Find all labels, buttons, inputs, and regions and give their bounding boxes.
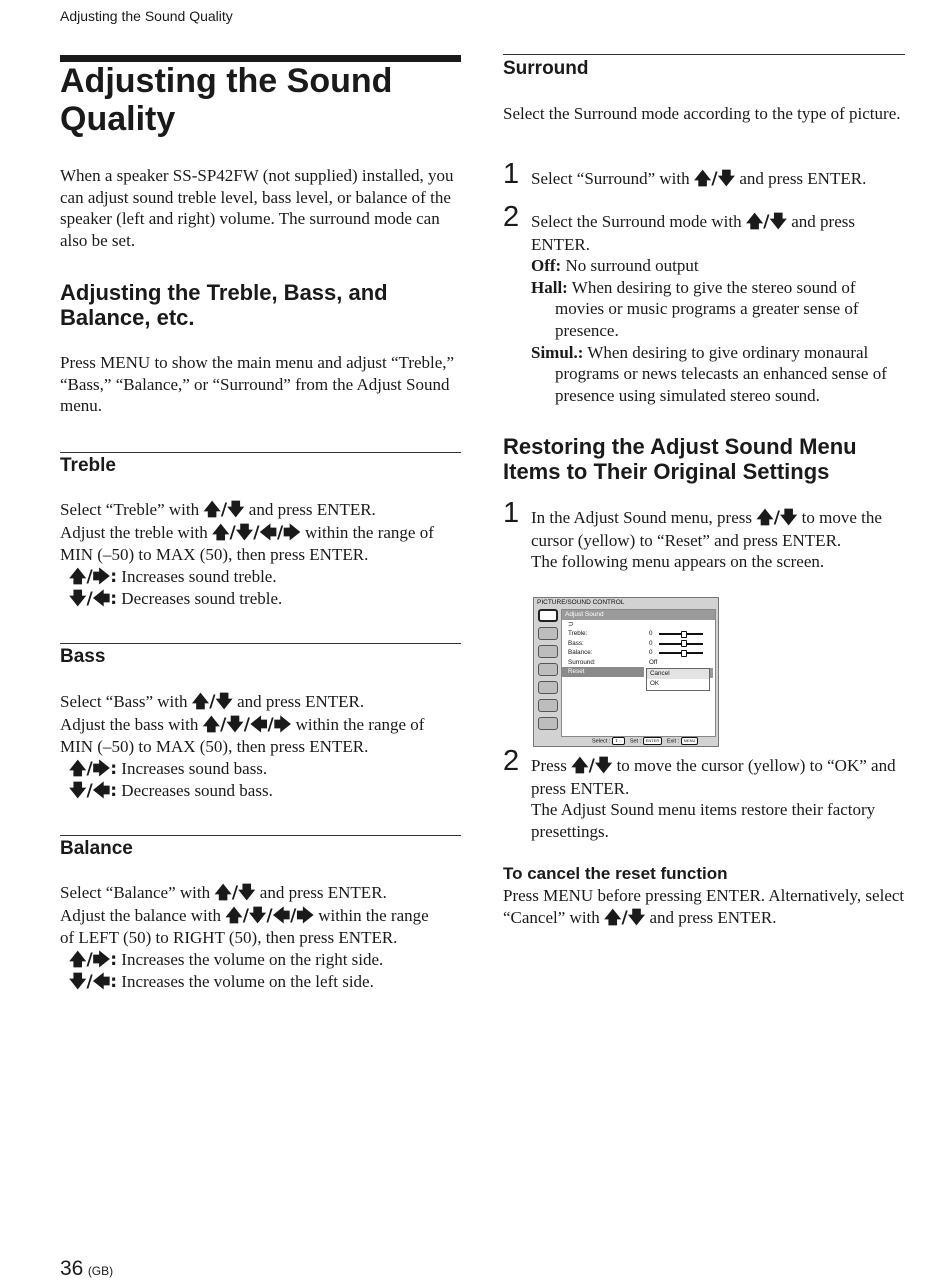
mode-simul: Simul.: When desiring to give ordinary monaural programs or news telecasts an enhanced sense of presence using simulated stereo sound. [531,342,887,405]
surround-rule [503,54,905,55]
osd-row-treble: Treble: 0 [562,629,715,639]
picture-sound-icon [538,609,558,622]
subsection-intro: Press MENU to show the main menu and adjust “Treble,” “Bass,” “Balance,” or “Surround” from the Adjust Sound menu. [60,353,455,416]
running-head: Adjusting the Sound Quality [60,8,233,24]
menu-key: MENU [681,737,699,745]
menu-icon [538,645,558,658]
down-left-arrows-icon: 🡇/🡄: [69,589,118,610]
four-arrows-icon: 🡅/🡇/🡄/🡆 [225,905,314,926]
menu-icon [538,663,558,676]
mode-off: Off: No surround output [531,256,699,276]
bass-rule [60,643,461,644]
enter-key: ENTER [643,737,663,745]
osd-menu-figure [533,597,719,747]
menu-icon [538,699,558,712]
up-down-arrows-icon: 🡅/🡇 [745,212,787,232]
menu-icon [538,627,558,640]
up-right-arrows-icon: 🡅/🡆: [69,566,118,587]
menu-icon [538,717,558,730]
osd-adjust-sound-panel [561,609,716,737]
page-number: 36 (GB) [60,1257,114,1280]
restore-step-1: 1 In the Adjust Sound menu, press 🡅/🡇 to move the cursor (yellow) to “Reset” and press ENTER. The following menu appears on the screen. [503,497,882,572]
balance-instructions: Select “Balance” with 🡅/🡇 and press ENTER. Adjust the balance with 🡅/🡇/🡄/🡆 within the range of LEFT (50) to RIGHT (50), then press ENTER. 🡅/🡆: Increases the volume on the right side. 🡇/🡄: Increases the volume on the left side. [60,883,429,993]
treble-rule [60,452,461,453]
up-down-arrows-icon: 🡅/🡇 [693,169,736,189]
bass-heading: Bass [60,646,106,667]
up-right-arrows-icon: 🡅/🡆: [69,949,118,970]
four-arrows-icon: 🡅/🡇/🡄/🡆 [212,522,301,543]
osd-option-ok: OK [650,679,660,687]
osd-icon-column [536,609,560,737]
up-down-arrows-icon: 🡅/🡇 [604,907,646,928]
osd-option-cancel: Cancel [647,669,709,679]
osd-footer: Select : ⇕⇔ Set : ENTER Exit : MENU [592,737,698,745]
balance-heading: Balance [60,838,133,859]
osd-menu-heading: Adjust Sound [562,610,715,620]
osd-row-bass: Bass: 0 [562,639,715,649]
surround-heading: Surround [503,58,589,79]
up-down-arrows-icon: 🡅/🡇 [191,692,233,712]
subsection-heading: Adjusting the Treble, Bass, and Balance, etc. [60,280,388,330]
balance-rule [60,835,461,836]
treble-instructions: Select “Treble” with 🡅/🡇 and press ENTER. Adjust the treble with 🡅/🡇/🡄/🡆 within the range of MIN (–50) to MAX (50), then press ENTER. 🡅/🡆: Increases sound treble. 🡇/🡄: Decreases sound treble. [60,500,434,610]
restore-heading: Restoring the Adjust Sound Menu Items to Their Original Settings [503,434,857,484]
treble-heading: Treble [60,455,116,476]
down-left-arrows-icon: 🡇/🡄: [69,781,118,802]
step-number: 1 [503,497,520,529]
osd-row-reset: Reset [562,667,644,677]
surround-step-2: 2 Select the Surround mode with 🡅/🡇 and press ENTER. Off: No surround output Hall: When desiring to give the stereo sound of movies or music programs a greater sense of presence. Simul.: When desiring to give ordinary monaural programs or news telecasts an enhanced sense of presence using simulated stereo sound. [503,211,905,406]
osd-row-balance: Balance: 0 [562,648,715,658]
up-right-arrows-icon: 🡅/🡆: [69,758,118,779]
osd-row-surround: Surround: Off [568,658,658,666]
restore-step-2: 2 Press 🡅/🡇 to move the cursor (yellow) to “OK” and press ENTER. The Adjust Sound menu items restore their factory presettings. [503,745,896,841]
four-arrows-icon: 🡅/🡇/🡄/🡆 [202,714,292,735]
return-icon: ⊃ [568,621,574,628]
bass-instructions: Select “Bass” with 🡅/🡇 and press ENTER. Adjust the bass with 🡅/🡇/🡄/🡆 within the range of MIN (–50) to MAX (50), then press ENTER. 🡅/🡆: Increases sound bass. 🡇/🡄: Decreases sound bass. [60,692,425,802]
slider-knob [681,640,687,647]
step-number: 1 [503,158,520,190]
osd-reset-options [646,668,710,691]
osd-scrollbar [710,668,713,678]
up-down-arrows-icon: 🡅/🡇 [203,500,245,520]
up-down-arrows-icon: 🡅/🡇 [214,883,256,903]
up-down-arrows-icon: 🡅/🡇 [756,508,798,528]
step-number: 2 [503,201,520,233]
menu-icon [538,681,558,694]
page-title: Adjusting the Sound Quality [60,62,393,138]
arrow-keys-icon: ⇕⇔ [612,737,625,745]
step-number: 2 [503,745,520,777]
mode-hall: Hall: When desiring to give the stereo sound of movies or music programs a greater sense of presence. [531,277,859,340]
cancel-reset-text: Press MENU before pressing ENTER. Alternatively, select “Cancel” with 🡅/🡇 and press ENTER. [503,886,905,928]
slider-knob [681,650,687,657]
slider-knob [681,631,687,638]
up-down-arrows-icon: 🡅/🡇 [571,756,613,776]
surround-intro: Select the Surround mode according to the type of picture. [503,104,901,123]
intro-paragraph: When a speaker SS-SP42FW (not supplied) installed, you can adjust sound treble level, bass level, or balance of the speaker (left and right) volume. The surround mode can also be set. [60,166,454,250]
title-rule [60,55,461,62]
surround-step-1: 1 Select “Surround” with 🡅/🡇 and press ENTER. [503,158,867,190]
down-left-arrows-icon: 🡇/🡄: [69,972,118,993]
osd-title: PICTURE/SOUND CONTROL [537,599,625,606]
cancel-reset-heading: To cancel the reset function [503,864,728,883]
